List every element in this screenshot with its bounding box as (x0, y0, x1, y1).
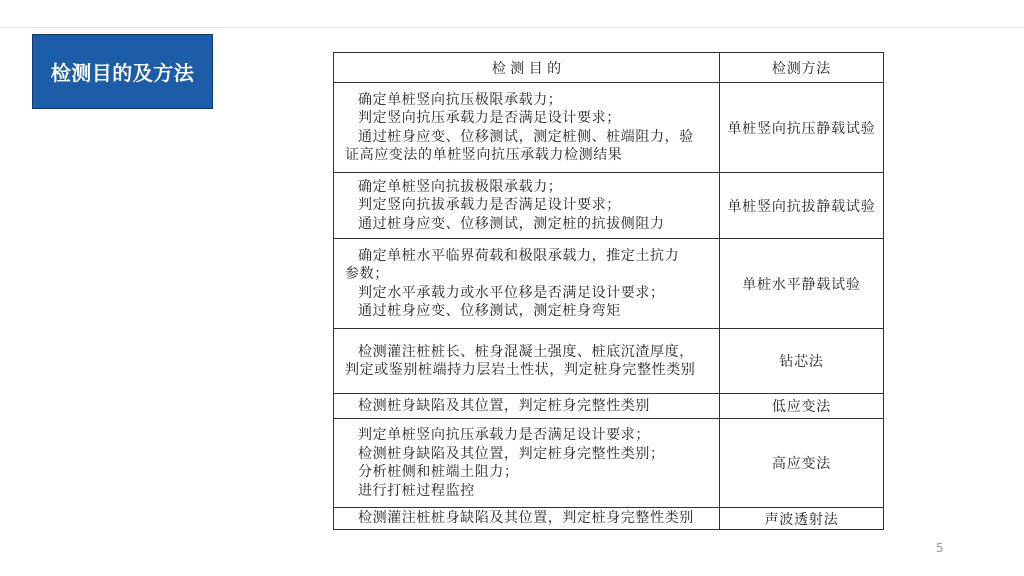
purpose-item (345, 247, 713, 284)
slide-title-box (32, 34, 213, 109)
method-cell (720, 329, 883, 393)
table-row (334, 173, 883, 239)
purpose-item (345, 196, 713, 215)
header-purpose-cell (334, 53, 720, 82)
purpose-item (345, 445, 713, 464)
purpose-item (345, 178, 713, 197)
purpose-line: 通过桩身应变、位移测试，测定桩的抗拔侧阻力 (358, 215, 665, 232)
purpose-line: 证高应变法的单桩竖向抗压承载力检测结果 (345, 147, 623, 163)
purpose-item (345, 397, 713, 416)
table-row (334, 239, 883, 329)
table-row (334, 419, 883, 508)
header-purpose-label: 检 测 目 的 (491, 60, 562, 77)
purpose-item (345, 463, 713, 482)
purpose-item (345, 128, 713, 165)
purpose-item (345, 109, 713, 128)
purpose-line: 判定竖向抗拔承载力是否满足设计要求； (358, 197, 621, 214)
page-number: 5 (936, 541, 944, 555)
method-cell (720, 508, 883, 529)
method-label: 单桩竖向抗压静载试验 (727, 120, 876, 137)
table-row (334, 394, 883, 419)
purpose-item (345, 91, 713, 110)
header-method-label: 检测方法 (771, 60, 832, 77)
purpose-item (345, 302, 713, 321)
purpose-line: 分析桩侧和桩端土阻力； (358, 464, 519, 480)
purpose-line: 检测桩身缺陷及其位置，判定桩身完整性类别； (358, 445, 665, 462)
purpose-line: 检测灌注桩桩长、桩身混凝土强度、桩底沉渣厚度， (358, 343, 694, 360)
purpose-cell (334, 83, 720, 172)
table-header-row (334, 53, 883, 83)
method-cell (720, 173, 883, 238)
table-row (334, 508, 883, 529)
purpose-cell (334, 239, 720, 328)
purpose-item (345, 509, 713, 528)
purpose-cell (334, 508, 720, 529)
purpose-line: 进行打桩过程监控 (358, 482, 475, 499)
method-cell (720, 394, 883, 418)
table-row (334, 83, 883, 173)
purpose-line: 确定单桩水平临界荷载和极限承载力，推定土抗力 (358, 247, 680, 264)
purpose-line: 判定竖向抗压承载力是否满足设计要求； (358, 110, 621, 126)
purpose-line: 判定单桩竖向抗压承载力是否满足设计要求； (358, 427, 650, 443)
purpose-item (345, 426, 713, 445)
purpose-line: 判定水平承载力或水平位移是否满足设计要求； (358, 284, 665, 301)
purpose-cell (334, 419, 720, 507)
method-label: 钻芯法 (779, 354, 824, 370)
purpose-line: 通过桩身应变、位移测试，测定桩身弯矩 (358, 303, 621, 319)
purpose-line: 判定或鉴别桩端持力层岩土性状，判定桩身完整性类别 (345, 362, 696, 378)
purpose-item (345, 482, 713, 501)
purpose-item (345, 215, 713, 234)
purpose-item (345, 284, 713, 303)
purpose-line: 确定单桩竖向抗拔极限承载力； (358, 178, 563, 195)
methods-table (333, 52, 884, 530)
purpose-line: 检测灌注桩桩身缺陷及其位置，判定桩身完整性类别 (358, 510, 694, 527)
purpose-line: 检测桩身缺陷及其位置，判定桩身完整性类别 (358, 397, 650, 414)
purpose-line: 参数； (345, 266, 389, 282)
slide-title: 检测目的及方法 (50, 61, 195, 85)
header-method-cell (720, 53, 883, 82)
method-cell (720, 83, 883, 172)
method-cell (720, 239, 883, 328)
method-label: 单桩竖向抗拔静载试验 (727, 198, 876, 215)
purpose-item (345, 343, 713, 380)
purpose-line: 通过桩身应变、位移测试，测定桩侧、桩端阻力，验 (358, 128, 694, 145)
top-divider (0, 27, 1024, 28)
method-label: 低应变法 (771, 399, 832, 415)
table-row (334, 329, 883, 394)
purpose-cell (334, 394, 720, 418)
method-label: 高应变法 (771, 456, 832, 472)
method-cell (720, 419, 883, 507)
purpose-cell (334, 173, 720, 238)
method-label: 单桩水平静载试验 (742, 276, 861, 293)
purpose-line: 确定单桩竖向抗压极限承载力； (358, 91, 563, 108)
method-label: 声波透射法 (764, 511, 839, 528)
purpose-cell (334, 329, 720, 393)
